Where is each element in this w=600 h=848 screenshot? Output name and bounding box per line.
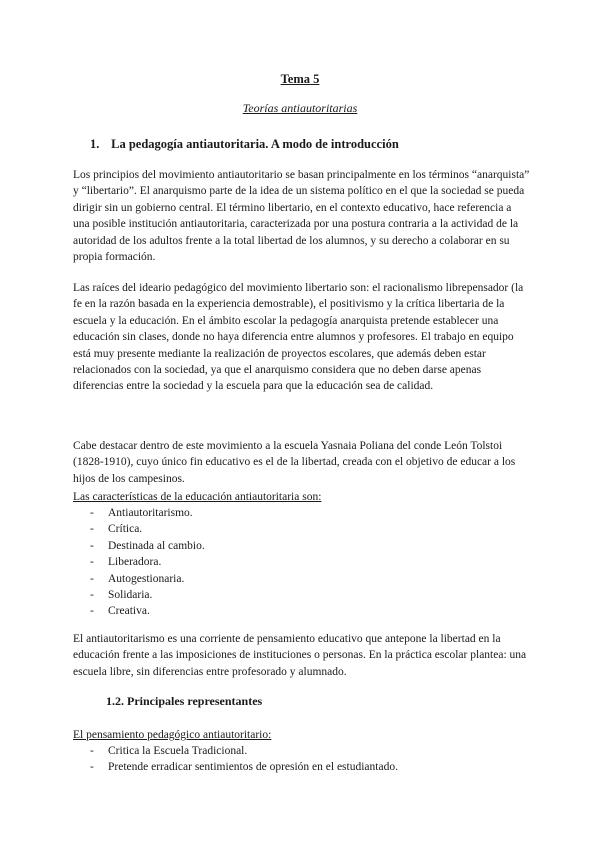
list-item	[90, 571, 205, 587]
list-item	[90, 759, 398, 775]
bullet-dash: -	[90, 589, 94, 602]
paragraph-tolstoi: Cabe destacar dentro de este movimiento a la escuela Yasnaia Poliana del conde León Tolstoi (1828-1910), cuyo único fin educativo es el de la libertad, creada con el objetivo de educar a los hijos de los campesinos.	[73, 440, 516, 485]
paragraph-antiauthoritarianism: El antiautoritarismo es una corriente de pensamiento educativo que antepone la libertad en la educación frente a las imposiciones de instituciones o personas. En la práctica escolar plantea: una escuela libre, sin diferencias entre profesorado y alumnado.	[73, 633, 527, 678]
paragraph-intro: Los principios del movimiento antiautoritario se basan principalmente en los términos “anarquista” y “libertario”. El anarquismo parte de la idea de un sistema político en el que la sociedad se pueda dirigir sin un gobierno central. El término libertario, en el contexto educativo, hace referencia a una posible institución antiautoritaria, caracterizada por una postura contraria a la actividad de la autoridad de los adultos frente a la total libertad de los alumnos, y su derecho a colaborar en su propia formación.	[73, 169, 530, 264]
list-item-text: Liberadora.	[108, 556, 162, 569]
section-number: 1.	[90, 137, 100, 151]
bullet-dash: -	[90, 507, 94, 519]
section-heading-text: La pedagogía antiautoritaria. A modo de introducción	[111, 137, 399, 151]
list-item	[90, 521, 205, 537]
list-item	[90, 538, 205, 554]
topic-title: Tema 5	[280, 72, 320, 86]
bullet-dash: -	[90, 539, 94, 552]
list-item	[90, 743, 398, 759]
subsection-heading: 1.2. Principales representantes	[106, 694, 263, 708]
list-item	[90, 587, 205, 603]
list-item-text: Crítica.	[108, 523, 143, 536]
paragraph-roots: Las raíces del ideario pedagógico del movimiento libertario son: el racionalismo librepensador (la fe en la razón basada en la experiencia demostrable), el positivismo y la crítica libertaria de la escuela y la educación. En el ámbito escolar la pedagogía anarquista pretende establecer una educación sin clases, donde no haya diferencia entre alumnos y profesores. El trabajo en equipo está muy presente mediante la realización de proyectos escolares, que además deben estar relacionados con la sociedad, ya que el anarquismo considera que no deben darse apenas diferencias entre la sociedad y la escuela para que la educación sea de calidad.	[73, 282, 524, 393]
list-item-text: Critica la Escuela Tradicional.	[108, 745, 248, 757]
list-item-text: Autogestionaria.	[108, 572, 185, 585]
list-item	[90, 603, 205, 619]
list-item-text: Creativa.	[108, 605, 150, 618]
section-heading-1	[90, 137, 399, 152]
characteristics-label: Las características de la educación antiautoritaria son:	[73, 491, 322, 503]
topic-subtitle: Teorías antiautoritarias	[242, 101, 358, 115]
bullet-dash: -	[90, 572, 94, 585]
list-item-text: Destinada al cambio.	[108, 539, 205, 552]
bullet-dash: -	[90, 745, 94, 757]
list-item-text: Pretende erradicar sentimientos de opresión en el estudiantado.	[108, 761, 398, 774]
list-item-text: Solidaria.	[108, 589, 153, 602]
bullet-dash: -	[90, 523, 94, 536]
list-item-text: Antiautoritarismo.	[108, 507, 193, 519]
thought-list	[90, 743, 398, 776]
list-item	[90, 505, 205, 521]
bullet-dash: -	[90, 556, 94, 569]
thought-label: El pensamiento pedagógico antiautoritario:	[73, 729, 272, 741]
bullet-dash: -	[90, 761, 94, 774]
bullet-dash: -	[90, 605, 94, 618]
characteristics-list	[90, 505, 205, 620]
list-item	[90, 554, 205, 570]
